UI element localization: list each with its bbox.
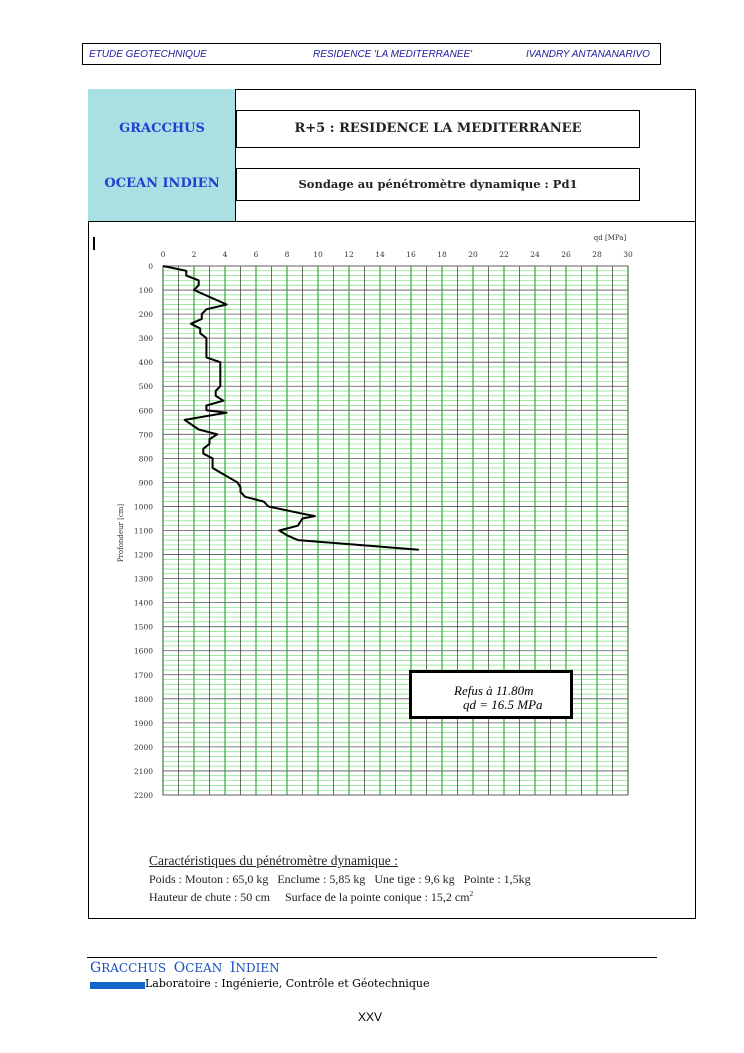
header-left: ETUDE GEOTECHNIQUE: [89, 49, 207, 60]
company-name-1: GRACCHUS: [119, 121, 205, 136]
brand-text: NDIEN: [235, 961, 280, 975]
y-tick-label: 1100: [133, 526, 153, 536]
y-tick-label: 300: [138, 334, 153, 344]
page-number: XXV: [358, 1010, 383, 1024]
y-tick-label: 600: [138, 406, 153, 416]
y-tick-label: 1800: [133, 694, 153, 704]
x-tick-label: 12: [344, 250, 354, 259]
x-tick-label: 22: [499, 250, 509, 259]
y-tick-label: 400: [138, 358, 153, 368]
y-axis-label: Profondeur [cm]: [117, 503, 125, 563]
y-tick-label: 200: [138, 310, 153, 320]
footer-accent-bar: [90, 982, 145, 989]
survey-title: Sondage au pénétromètre dynamique : Pd1: [236, 168, 640, 201]
header-right: IVANDRY ANTANANARIVO: [526, 49, 650, 60]
x-axis-label: qd [MPa]: [593, 234, 627, 242]
header-center: RESIDENCE 'LA MEDITERRANEE': [313, 49, 473, 60]
x-tick-label: 20: [468, 250, 478, 259]
characteristics-drop: [149, 890, 531, 905]
y-tick-label: 1400: [133, 598, 153, 608]
superscript: 2: [469, 890, 474, 898]
x-tick-label: 30: [623, 250, 633, 259]
y-tick-label: 1000: [133, 502, 153, 512]
x-tick-label: 10: [313, 250, 323, 259]
footer-brand: [90, 960, 280, 976]
y-tick-label: 1700: [133, 670, 153, 680]
y-tick-label: 1600: [133, 646, 153, 656]
footer-divider: [87, 957, 657, 958]
project-title: R+5 : RESIDENCE LA MEDITERRANEE: [236, 110, 640, 148]
y-tick-label: 700: [138, 430, 153, 440]
x-tick-label: 2: [191, 250, 197, 259]
x-tick-label: 24: [530, 250, 540, 259]
y-tick-label: 1900: [133, 718, 153, 728]
y-tick-label: 800: [138, 454, 153, 464]
y-tick-label: 1200: [133, 550, 153, 560]
x-tick-label: 14: [375, 250, 385, 259]
brand-letter: G: [90, 960, 102, 976]
x-tick-label: 28: [592, 250, 602, 259]
y-tick-label: 1500: [133, 622, 153, 632]
footer-lab: Laboratoire : Ingénierie, Contrôle et Géotechnique: [145, 977, 430, 990]
penetrometer-characteristics: [149, 853, 531, 905]
y-tick-label: 100: [138, 286, 153, 296]
characteristics-weights: Poids : Mouton : 65,0 kg Enclume : 5,85 kg Une tige : 9,6 kg Pointe : 1,5kg: [149, 872, 531, 886]
y-tick-label: 2000: [133, 742, 153, 752]
x-tick-label: 18: [437, 250, 447, 259]
x-tick-label: 26: [561, 250, 571, 259]
annotation-line-2: qd = 16.5 MPa: [463, 697, 543, 712]
annotation-line-1: Refus à 11.80m: [454, 683, 534, 698]
company-name-2: OCEAN INDIEN: [104, 176, 220, 191]
brand-letter: O: [173, 960, 186, 976]
x-tick-label: 0: [160, 250, 166, 259]
refusal-annotation: [409, 670, 573, 719]
brand-text: RACCHUS: [101, 961, 167, 975]
x-tick-label: 6: [253, 250, 259, 259]
y-tick-label: 2200: [133, 791, 153, 800]
y-tick-label: 2100: [133, 766, 153, 776]
x-tick-label: 8: [284, 250, 290, 259]
characteristics-title: Caractéristiques du pénétromètre dynamique :: [149, 853, 398, 868]
y-tick-label: 900: [138, 478, 153, 488]
characteristics-drop-text: Hauteur de chute : 50 cm Surface de la pointe conique : 15,2 cm: [149, 890, 470, 904]
brand-letter: I: [229, 960, 236, 976]
brand-text: CEAN: [185, 961, 223, 975]
y-tick-label: 500: [138, 382, 153, 392]
x-tick-label: 16: [406, 250, 416, 259]
y-tick-label: 1300: [133, 574, 153, 584]
y-tick-label: 0: [148, 262, 153, 271]
x-tick-label: 4: [222, 250, 228, 259]
